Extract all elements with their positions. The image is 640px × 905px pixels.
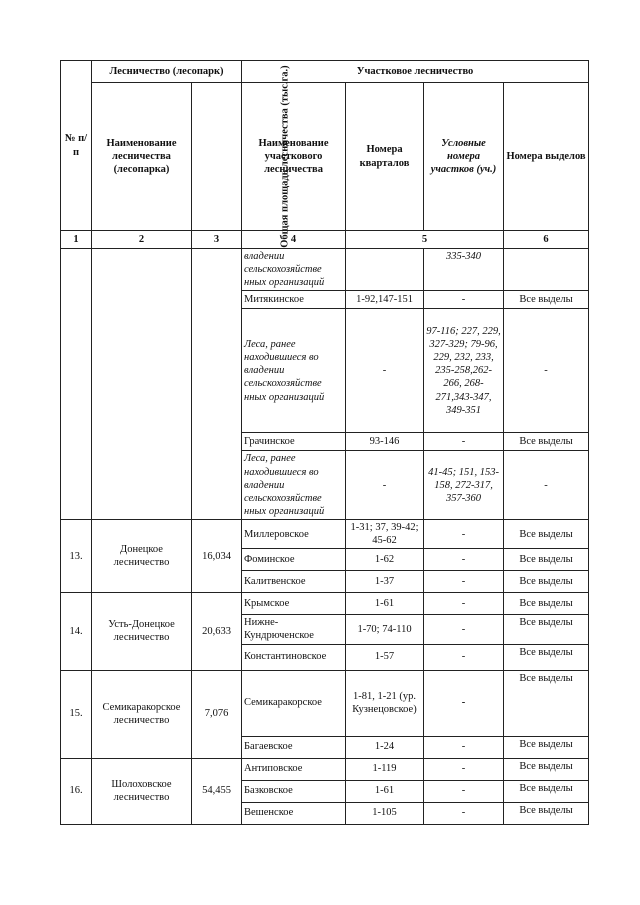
district-name: Нижне-Кундрюченское	[242, 615, 346, 644]
forestry-name: Донецкое лесничество	[92, 520, 192, 593]
quarters: 1-62	[346, 549, 424, 571]
allotments: Все выделы	[504, 736, 589, 758]
plots: -	[424, 802, 504, 824]
plots: 41-45; 151, 153-158, 272-317, 357-360	[424, 451, 504, 520]
plots: -	[424, 433, 504, 451]
header-forestry-group: Лесничество (лесопарк)	[92, 61, 242, 83]
district-name: Антиповское	[242, 758, 346, 780]
col-num-2: 2	[92, 231, 192, 249]
district-name: Леса, ранее находившиеся во владении сельскохозяйстве нных организаций	[242, 451, 346, 520]
quarters: 1-70; 74-110	[346, 615, 424, 644]
header-area: Общая площадь лесничества (тыс.га.)	[279, 65, 291, 248]
allotments: Все выделы	[504, 549, 589, 571]
allotments: Все выделы	[504, 433, 589, 451]
allotments: Все выделы	[504, 670, 589, 736]
allotments: Все выделы	[504, 644, 589, 670]
forestry-table	[60, 60, 589, 825]
col-num-5: 5	[346, 231, 504, 249]
allotments: Все выделы	[504, 615, 589, 644]
forestry-name: Усть-Донецкое лесничество	[92, 593, 192, 670]
plots: -	[424, 520, 504, 549]
quarters: 1-24	[346, 736, 424, 758]
cont-forestry	[92, 249, 192, 520]
allotments: -	[504, 451, 589, 520]
header-allotments: Номера выделов	[504, 83, 589, 231]
col-num-4: 4	[242, 231, 346, 249]
district-name: владении сельскохозяйстве нных организаций	[242, 249, 346, 291]
forestry-name: Семикаракорское лесничество	[92, 670, 192, 758]
forestry-area: 16,034	[192, 520, 242, 593]
plots: -	[424, 593, 504, 615]
row-number: 15.	[61, 670, 92, 758]
plots: -	[424, 780, 504, 802]
header-area-cell	[192, 65, 291, 248]
row-number: 14.	[61, 593, 92, 670]
plots: -	[424, 291, 504, 309]
district-name: Грачинское	[242, 433, 346, 451]
allotments: Все выделы	[504, 291, 589, 309]
plots: -	[424, 644, 504, 670]
row-number: 13.	[61, 520, 92, 593]
district-name: Семикаракорское	[242, 670, 346, 736]
header-quarters: Номера кварталов	[346, 83, 424, 231]
quarters	[346, 249, 424, 291]
district-name: Миллеровское	[242, 520, 346, 549]
plots: 97-116; 227, 229, 327-329; 79-96, 229, 232, 233, 235-258,262-266, 268-271,343-347, 349-351	[424, 309, 504, 433]
allotments: Все выделы	[504, 520, 589, 549]
header-district-group: Участковое лесничество	[242, 61, 589, 83]
plots: -	[424, 571, 504, 593]
quarters: 1-37	[346, 571, 424, 593]
plots: 335-340	[424, 249, 504, 291]
plots: -	[424, 670, 504, 736]
quarters: -	[346, 451, 424, 520]
forestry-area: 20,633	[192, 593, 242, 670]
district-name: Калитвенское	[242, 571, 346, 593]
allotments: Все выделы	[504, 593, 589, 615]
header-num: № п/п	[61, 61, 92, 231]
quarters: -	[346, 309, 424, 433]
allotments: Все выделы	[504, 780, 589, 802]
district-name: Леса, ранее находившиеся во владении сельскохозяйстве нных организаций	[242, 309, 346, 433]
quarters: 93-146	[346, 433, 424, 451]
district-name: Вешенское	[242, 802, 346, 824]
header-district-name: Наименование участкового лесничества	[242, 83, 346, 231]
quarters: 1-31; 37, 39-42; 45-62	[346, 520, 424, 549]
allotments	[504, 249, 589, 291]
forestry-area: 7,076	[192, 670, 242, 758]
row-number: 16.	[61, 758, 92, 824]
district-name: Багаевское	[242, 736, 346, 758]
plots: -	[424, 758, 504, 780]
header-forestry-name: Наименование лесничества (лесопарка)	[92, 83, 192, 231]
quarters: 1-57	[346, 644, 424, 670]
allotments: Все выделы	[504, 802, 589, 824]
forestry-area: 54,455	[192, 758, 242, 824]
plots: -	[424, 736, 504, 758]
district-name: Митякинское	[242, 291, 346, 309]
allotments: Все выделы	[504, 571, 589, 593]
plots: -	[424, 615, 504, 644]
district-name: Крымское	[242, 593, 346, 615]
cont-num	[61, 249, 92, 520]
col-num-3: 3	[192, 231, 242, 249]
district-name: Фоминское	[242, 549, 346, 571]
header-plots: Условные номера участков (уч.)	[424, 83, 504, 231]
forestry-name: Шолоховское лесничество	[92, 758, 192, 824]
col-num-6: 6	[504, 231, 589, 249]
district-name: Константиновское	[242, 644, 346, 670]
cont-area	[192, 249, 242, 520]
allotments: -	[504, 309, 589, 433]
plots: -	[424, 549, 504, 571]
district-name: Базковское	[242, 780, 346, 802]
quarters: 1-61	[346, 593, 424, 615]
quarters: 1-61	[346, 780, 424, 802]
quarters: 1-119	[346, 758, 424, 780]
quarters: 1-105	[346, 802, 424, 824]
quarters: 1-92,147-151	[346, 291, 424, 309]
allotments: Все выделы	[504, 758, 589, 780]
quarters: 1-81, 1-21 (ур. Кузнецовское)	[346, 670, 424, 736]
col-num-1: 1	[61, 231, 92, 249]
